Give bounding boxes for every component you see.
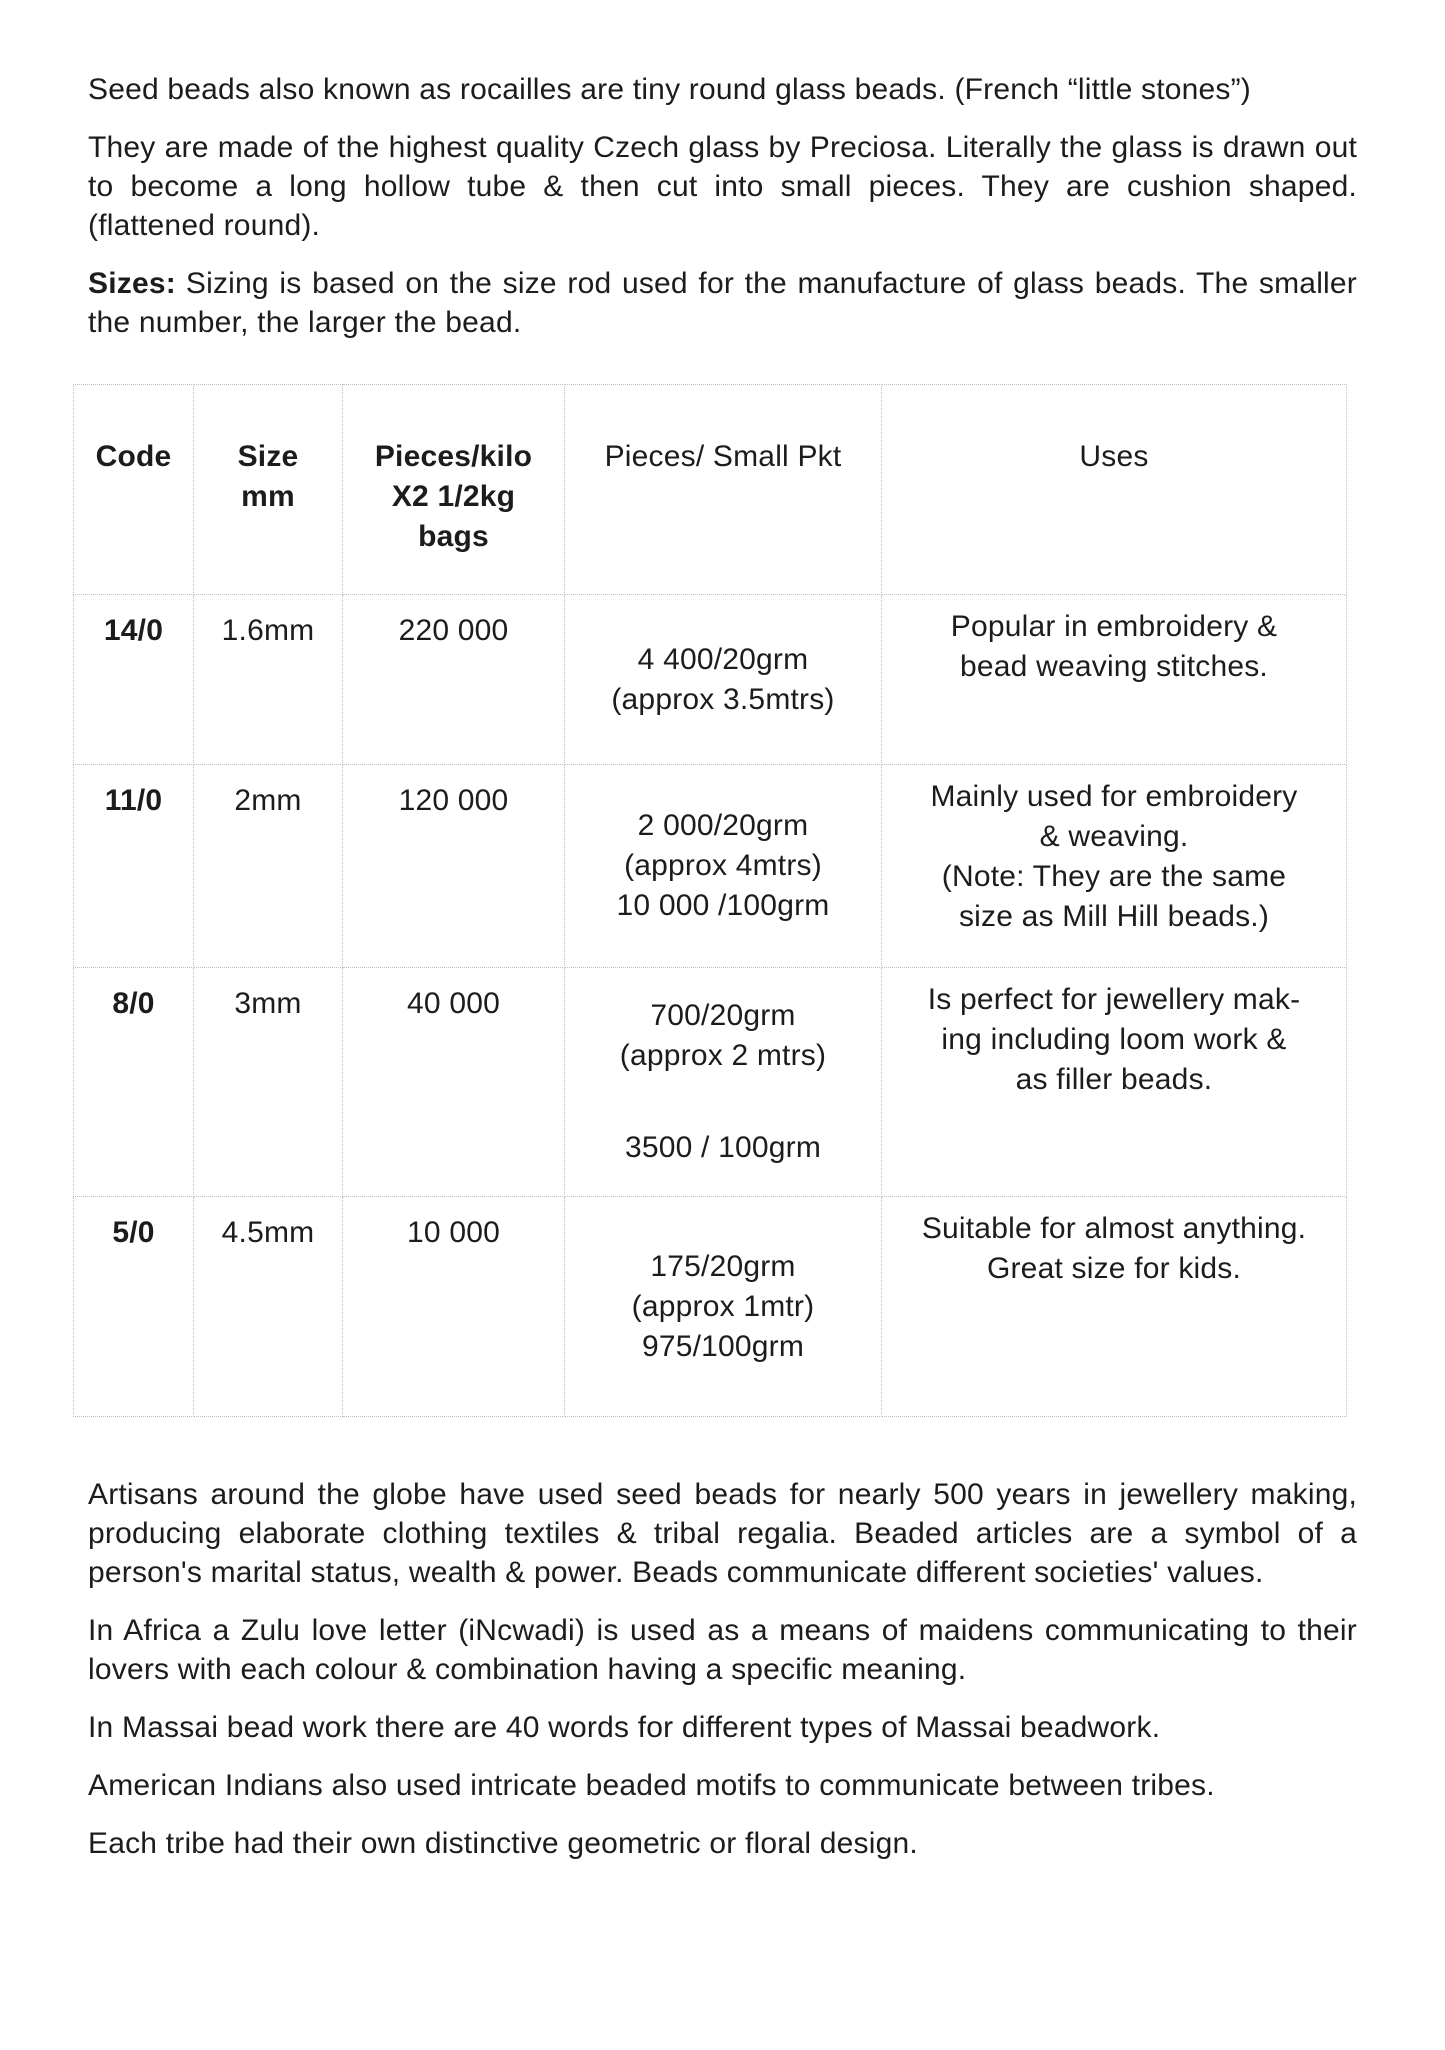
paragraph-intro: Seed beads also known as rocailles are tiny round glass beads. (French “little stones”) [88,73,1251,106]
pieces-kilo-cell: 220 000 [343,595,565,765]
uses-cell [882,765,1347,968]
paragraph-artisans: Artisans around the globe have used seed beads for nearly 500 years in jewellery making, producing elaborate clothing textiles & tribal regalia. Beaded articles are a symbol of a person's marital status, wealth & power. Beads communicate different societies' values. [88,1478,1357,1589]
cell-line: ing including loom work & [941,1023,1287,1056]
code-cell: 11/0 [74,765,194,968]
cell-line: 2 000/20grm [637,809,809,842]
cell-line: Is perfect for jewellery mak- [927,983,1301,1016]
paragraph-manufacture: They are made of the highest quality Czech glass by Preciosa. Literally the glass is drawn out to become a long hollow tube & then cut into small pieces. They are cushion shaped. (flattened round). [88,131,1357,242]
cell-line: 700/20grm [650,999,796,1032]
size-cell: 1.6mm [194,595,343,765]
uses-cell [882,968,1347,1197]
header-line: Code [95,440,172,473]
table-row [74,765,1347,968]
uses-cell [882,595,1347,765]
paragraph-tribe-design: Each tribe had their own distinctive geometric or floral design. [88,1827,918,1860]
header-code [74,385,194,595]
cell-line: 4 400/20grm [637,642,809,676]
table-header-row [74,385,1347,595]
paragraph-massai: In Massai bead work there are 40 words for different types of Massai beadwork. [88,1711,1161,1744]
cell-line: Popular in embroidery & [950,610,1278,643]
paragraph-american-indians: American Indians also used intricate beaded motifs to communicate between tribes. [88,1769,1215,1802]
code-cell: 8/0 [74,968,194,1197]
table-row [74,1197,1347,1417]
size-cell: 3mm [194,968,343,1197]
header-size [194,385,343,595]
code-cell: 14/0 [74,595,194,765]
header-line: Size [237,440,299,473]
size-cell: 2mm [194,765,343,968]
header-line: bags [418,520,489,553]
cell-line: 975/100grm [641,1329,805,1363]
bead-size-table [73,384,1347,1417]
header-uses [882,385,1347,595]
cell-line: (approx 2 mtrs) [619,1039,827,1072]
header-line: Pieces/kilo [374,440,533,473]
cell-line: bead weaving stitches. [960,650,1268,683]
cell-line: size as Mill Hill beads.) [958,900,1270,933]
small-pkt-cell [565,765,882,968]
cell-line: as filler beads. [1015,1063,1213,1096]
header-line: Uses [1079,440,1149,473]
size-cell: 4.5mm [194,1197,343,1417]
small-pkt-cell [565,1197,882,1417]
cell-line: Great size for kids. [986,1252,1242,1285]
sizes-label: Sizes: [88,267,176,300]
pieces-kilo-cell: 10 000 [343,1197,565,1417]
cell-line: (Note: They are the same [941,860,1287,893]
cell-line: 175/20grm [650,1249,796,1283]
cell-line: & weaving. [1039,820,1189,853]
cell-line: 10 000 /100grm [616,889,830,922]
cell-line: 3500 / 100grm [624,1131,822,1164]
small-pkt-cell [565,968,882,1197]
header-small-pkt [565,385,882,595]
cell-line: Suitable for almost anything. [921,1212,1307,1245]
pieces-kilo-cell: 40 000 [343,968,565,1197]
cell-line: (approx 4mtrs) [624,849,822,882]
table-row [74,968,1347,1197]
cell-line: (approx 1mtr) [631,1289,815,1323]
pieces-kilo-cell: 120 000 [343,765,565,968]
header-line: Pieces/ Small Pkt [604,440,842,473]
paragraph-sizes [88,264,1357,342]
table-row [74,595,1347,765]
paragraph-zulu: In Africa a Zulu love letter (iNcwadi) is used as a means of maidens communicating to their lovers with each colour & combination having a specific meaning. [88,1614,1357,1686]
sizes-text: Sizing is based on the size rod used for the manufacture of glass beads. The smaller the number, the larger the bead. [88,267,1357,339]
header-line: mm [241,480,295,513]
header-line: X2 1/2kg [391,480,516,513]
cell-line: Mainly used for embroidery [930,780,1298,813]
cell-line: (approx 3.5mtrs) [611,682,835,716]
uses-cell [882,1197,1347,1417]
small-pkt-cell [565,595,882,765]
header-pieces-kilo [343,385,565,595]
code-cell: 5/0 [74,1197,194,1417]
